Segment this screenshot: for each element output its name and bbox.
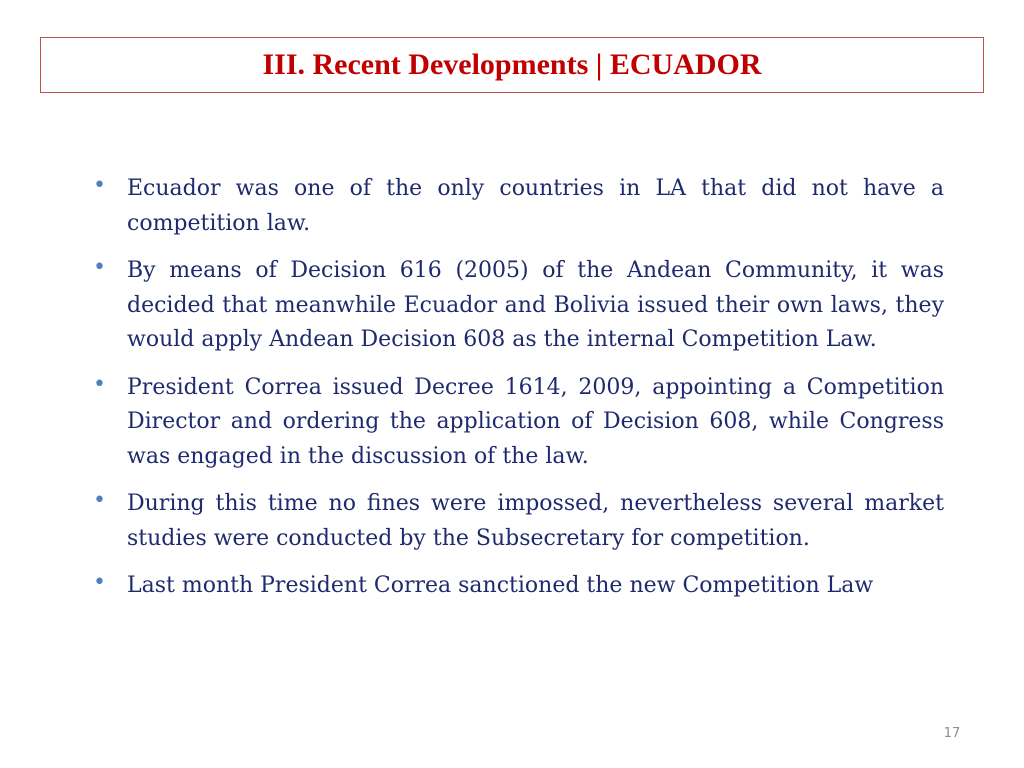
bullet-item — [93, 487, 944, 556]
page-number: 17 — [943, 726, 961, 741]
bullet-icon: • — [93, 173, 106, 198]
slide-title: III. Recent Developments | ECUADOR — [262, 48, 762, 81]
bullet-item — [93, 569, 944, 604]
bullet-text: President Correa issued Decree 1614, 2009, appointing a Competition Director and ordering the application of Decision 608, while Congress was engaged in the discussion of the law. — [127, 374, 944, 469]
bullet-icon: • — [93, 570, 106, 595]
bullet-list — [93, 172, 944, 617]
bullet-item — [93, 371, 944, 475]
bullet-text: Last month President Correa sanctioned the new Competition Law — [127, 573, 874, 598]
bullet-icon: • — [93, 371, 106, 397]
bullet-icon: • — [93, 255, 106, 280]
bullet-text: Ecuador was one of the only countries in LA that did not have a competition law. — [127, 176, 944, 236]
bullet-text: During this time no fines were impossed, nevertheless several market studies were conducted by the Subsecretary for competition. — [127, 491, 944, 551]
title-box — [40, 37, 984, 93]
bullet-text: By means of Decision 616 (2005) of the Andean Community, it was decided that meanwhile Ecuador and Bolivia issued their own laws, they would apply Andean Decision 608 as the internal Competition Law. — [127, 258, 944, 352]
bullet-item — [93, 254, 944, 358]
bullet-item — [93, 172, 944, 241]
bullet-icon: • — [93, 488, 106, 513]
